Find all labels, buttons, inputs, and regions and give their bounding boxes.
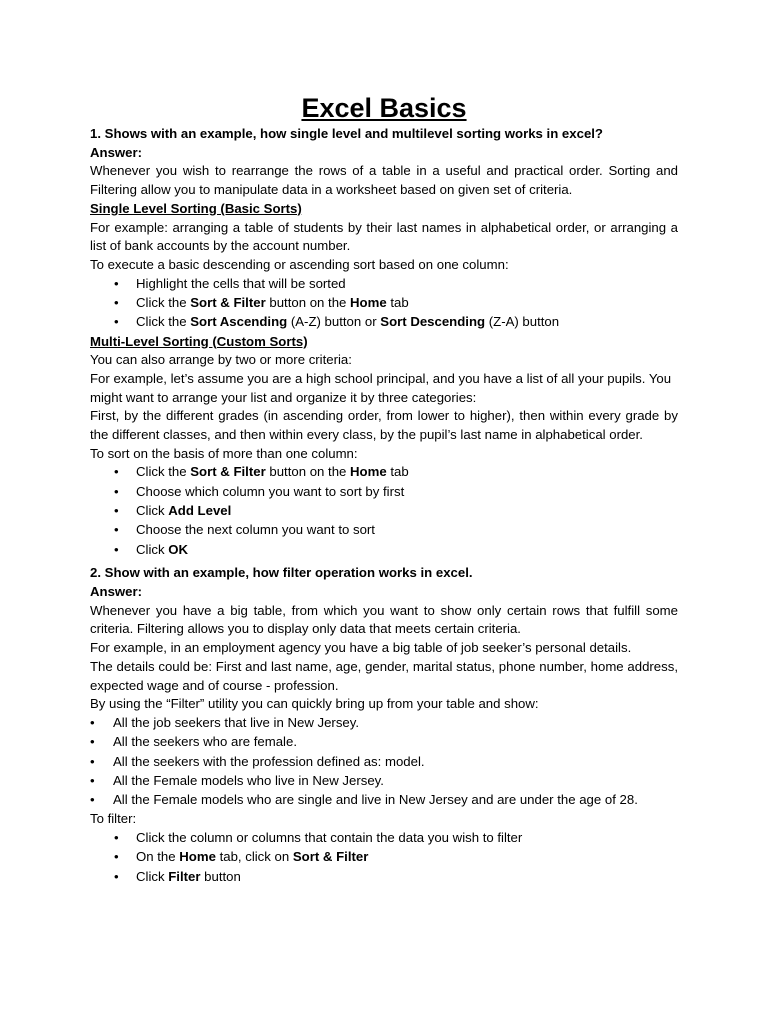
q1-intro-paragraph: Whenever you wish to rearrange the rows of a table in a useful and practical order. Sorting and Filtering allow you to manipulate data in a worksheet based on given set of criteria. bbox=[90, 163, 678, 198]
bullet-icon: • bbox=[114, 483, 119, 499]
bullet-icon: • bbox=[114, 294, 119, 310]
bullet-icon: • bbox=[90, 753, 95, 769]
list-item: • Highlight the cells that will be sorted bbox=[90, 275, 678, 294]
bullet-icon: • bbox=[90, 734, 95, 750]
question-1: 1. Shows with an example, how single level and multilevel sorting works in excel? bbox=[90, 126, 603, 141]
list-item: • All the seekers who are female. bbox=[90, 733, 678, 752]
list-item: • Click Add Level bbox=[90, 502, 678, 521]
filter-steps bbox=[90, 829, 678, 886]
bullet-icon: • bbox=[114, 541, 119, 557]
to-filter-label: To filter: bbox=[90, 811, 137, 827]
document-page bbox=[90, 92, 678, 887]
list-item: • Click the Sort & Filter button on the Home tab bbox=[90, 463, 678, 482]
list-item: • Choose the next column you want to sort bbox=[90, 521, 678, 540]
single-level-lead: To execute a basic descending or ascending sort based on one column: bbox=[90, 256, 509, 272]
list-item: • All the Female models who are single and live in New Jersey and are under the age of 28. bbox=[90, 791, 678, 810]
list-item: • Click OK bbox=[90, 541, 678, 560]
list-item: • Click Filter button bbox=[90, 868, 678, 887]
document-title: Excel Basics bbox=[301, 93, 467, 123]
list-item: • All the seekers with the profession defined as: model. bbox=[90, 753, 678, 772]
multi-level-line-1: You can also arrange by two or more criteria: bbox=[90, 352, 352, 368]
q2-paragraph-1: Whenever you have a big table, from which you want to show only certain rows that fulfill some criteria. Filtering allows you to display only data that meets certain criteria. bbox=[90, 602, 678, 637]
bullet-icon: • bbox=[114, 868, 119, 884]
bullet-icon: • bbox=[114, 464, 119, 480]
bullet-icon: • bbox=[114, 275, 119, 291]
single-level-steps bbox=[90, 275, 678, 332]
bullet-icon: • bbox=[90, 772, 95, 788]
bullet-icon: • bbox=[114, 849, 119, 865]
bullet-icon: • bbox=[114, 830, 119, 846]
multi-level-line-2: For example, let’s assume you are a high school principal, and you have a list of all your pupils. You might want to arrange your list and organize it by three categories: bbox=[90, 370, 672, 405]
multi-level-line-3: First, by the different grades (in ascending order, from lower to higher), then within every grade by the different classes, and then within every class, by the pupil’s last name in alphabetical order. bbox=[90, 408, 678, 443]
list-item: • Click the Sort & Filter button on the Home tab bbox=[90, 294, 678, 313]
multi-level-lead: To sort on the basis of more than one column: bbox=[90, 445, 358, 461]
answer-label-2: Answer: bbox=[90, 584, 143, 600]
list-item: • On the Home tab, click on Sort & Filter bbox=[90, 848, 678, 867]
list-item: • All the job seekers that live in New Jersey. bbox=[90, 714, 678, 733]
multi-level-heading: Multi-Level Sorting (Custom Sorts) bbox=[90, 333, 308, 349]
list-item: • Choose which column you want to sort by first bbox=[90, 483, 678, 502]
list-item: • Click the Sort Ascending (A-Z) button or Sort Descending (Z-A) button bbox=[90, 313, 678, 332]
question-2: 2. Show with an example, how filter operation works in excel. bbox=[90, 565, 473, 581]
filter-examples-list bbox=[90, 714, 678, 810]
bullet-icon: • bbox=[114, 314, 119, 330]
single-level-heading: Single Level Sorting (Basic Sorts) bbox=[90, 200, 302, 216]
single-level-example: For example: arranging a table of students by their last names in alphabetical order, or arranging a list of bank accounts by the account number. bbox=[90, 219, 678, 254]
bullet-icon: • bbox=[114, 522, 119, 538]
answer-label-1: Answer: bbox=[90, 144, 143, 160]
list-item: • Click the column or columns that contain the data you wish to filter bbox=[90, 829, 678, 848]
multi-level-steps bbox=[90, 463, 678, 559]
q2-paragraph-2: For example, in an employment agency you have a big table of job seeker’s personal details. bbox=[90, 640, 632, 656]
q2-paragraph-3: The details could be: First and last name, age, gender, marital status, phone number, home address, expected wage and of course - profession. bbox=[90, 658, 678, 693]
list-item: • All the Female models who live in New Jersey. bbox=[90, 772, 678, 791]
bullet-icon: • bbox=[90, 714, 95, 730]
bullet-icon: • bbox=[90, 792, 95, 808]
q2-paragraph-4: By using the “Filter” utility you can quickly bring up from your table and show: bbox=[90, 696, 539, 712]
bullet-icon: • bbox=[114, 503, 119, 519]
